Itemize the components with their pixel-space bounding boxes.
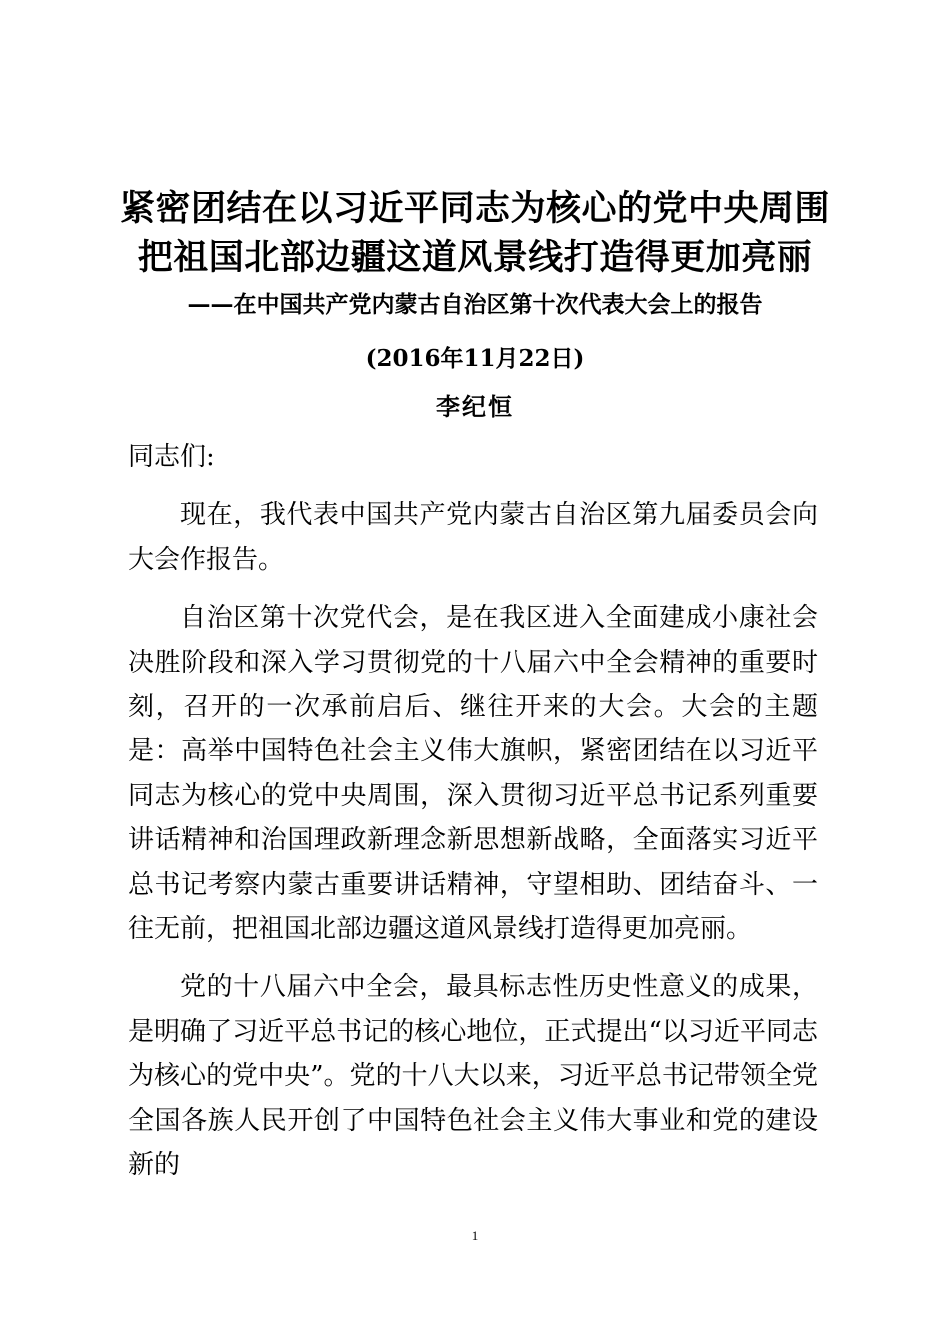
author-name: 李纪恒 [436,392,514,421]
paragraph: 现在，我代表中国共产党内蒙古自治区第九届委员会向大会作报告。 [128,500,818,575]
paragraph: 自治区第十次党代会，是在我区进入全面建成小康社会决胜阶段和深入学习贯彻党的十八届六中全会精神的重要时刻，召开的一次承前启后、继往开来的大会。大会的主题是：高举中国特色社会主义伟大旗帜，紧密团结在以习近平同志为核心的党中央周围，深入贯彻习近平总书记系列重要讲话精神和治国理政新理念新思想新战略，全面落实习近平总书记考察内蒙古重要讲话精神，守望相助、团结奋斗、一往无前，把祖国北部边疆这道风景线打造得更加亮丽。 [128,603,818,945]
title-line-2: 把祖国北部边疆这道风景线打造得更加亮丽 [137,238,813,278]
title-line-1: 紧密团结在以习近平同志为核心的党中央周围 [119,189,830,229]
salutation: 同志们: [128,442,215,472]
report-date: (2016年11月22日) [365,345,585,372]
body-text [128,435,818,1202]
subtitle: ——在中国共产党内蒙古自治区第十次代表大会上的报告 [187,291,763,318]
paragraph: 党的十八届六中全会，最具标志性历史性意义的成果，是明确了习近平总书记的核心地位，正式提出“以习近平同志为核心的党中央”。党的十八大以来，习近平总书记带领全党全国各族人民开创了中国特色社会主义伟大事业和党的建设新的 [128,972,818,1181]
page-number: 1 [471,1228,479,1243]
